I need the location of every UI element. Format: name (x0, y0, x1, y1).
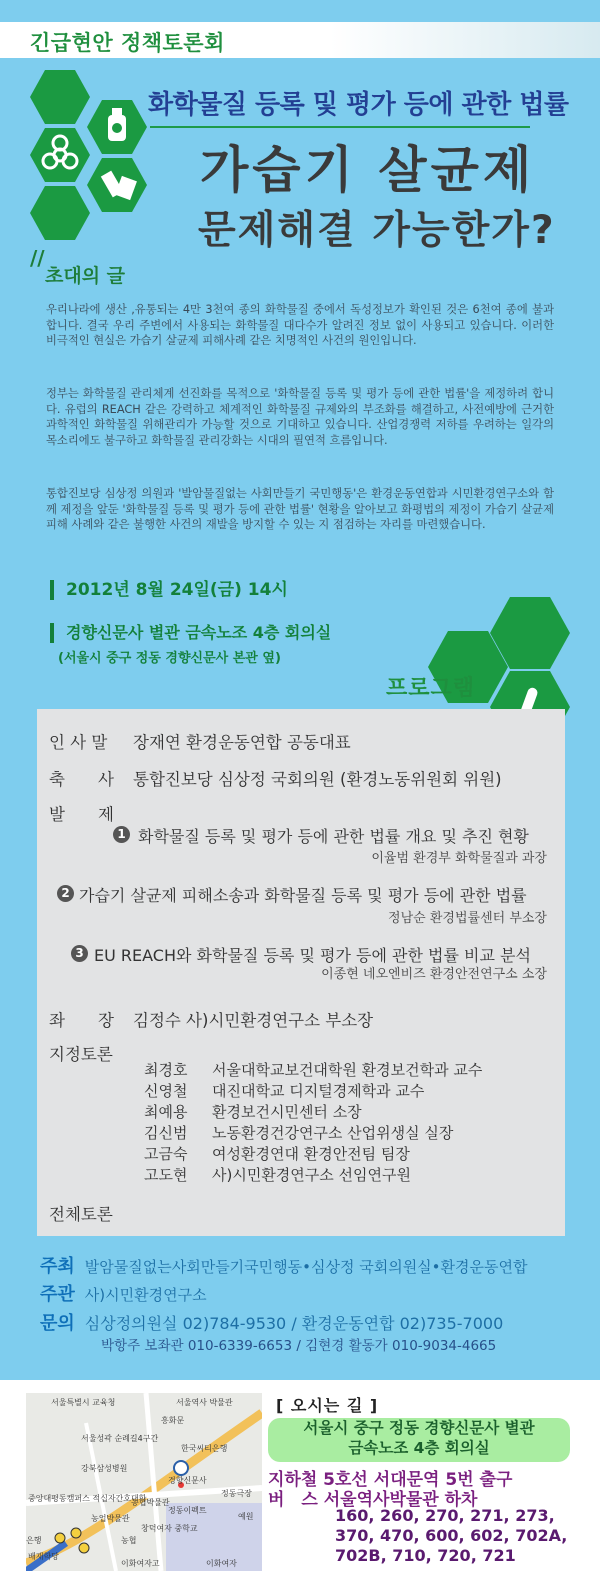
map-label: 은행 (26, 1536, 42, 1545)
invitation-paragraph: 우리나라에 생산 ,유통되는 4만 3천여 종의 화학물질 중에서 독성정보가 확인된 것은 6천여 종에 불과합니다. 결국 우리 주변에서 사용되는 화학물질 대다수가 알려진 정보 없이 사용되고 있습니다. 이러한 비극적인 현실은 가습기 살균제 피해사례 같은 치명적인 사건의 원인입니다. (46, 303, 554, 348)
subway-directions: 지하철 5호선 서대문역 5번 출구 (268, 1470, 513, 1490)
main-title-line2: 문제해결 가능한가? (198, 208, 556, 253)
panelist-affiliation: 여성환경연대 환경안전팀 팀장 (212, 1145, 410, 1163)
panelist-affiliation: 대진대학교 디지털경제학과 교수 (212, 1082, 425, 1100)
greeting-speaker: 장재연 환경운동연합 공동대표 (133, 733, 351, 752)
contact-label: 문의 (40, 1313, 75, 1334)
organizer-label: 주관 (40, 1284, 75, 1305)
map-label: 강북삼성병원 (81, 1464, 128, 1473)
map-label: 이화여자 (206, 1559, 237, 1568)
contact-row (40, 1309, 503, 1335)
invitation-paragraph: 통합진보당 심상정 의원과 '발암물질없는 사회만들기 국민행동'은 환경운동연합과 시민환경연구소와 함께 제정을 앞둔 '화학물질 등록 및 평가 등에 관한 법률' 현황을 알아보고 화평법의 제정이 가습기 살균제 피해 사례와 같은 불행한 사건의 재발을 방지할 수 있는 지 점검하는 자리를 마련했습니다. (46, 487, 554, 532)
panelist-affiliation: 서울대학교보건대학원 환경보건학과 교수 (212, 1061, 483, 1079)
panelist-affiliation: 환경보건시민센터 소장 (212, 1103, 362, 1121)
event-type: 긴급현안 정책토론회 (30, 31, 225, 55)
exit-marker-icon (79, 1543, 89, 1553)
number-badge: 3 (71, 945, 88, 962)
bus-numbers: 160, 260, 270, 271, 273, 370, 470, 600, 602, 702A, 702B, 710, 720, 721 (335, 1506, 568, 1565)
map-label: 정동극장 (221, 1489, 252, 1498)
congrats-speaker: 통합진보당 심상정 국회의원 (환경노동위원회 위원) (133, 770, 502, 789)
greeting-label: 인 사 말 (49, 733, 108, 752)
location-pin-icon (174, 1461, 188, 1475)
panelist-name: 최경호 (144, 1061, 188, 1079)
presentation-title: 화학물질 등록 및 평가 등에 관한 법률 개요 및 추진 현황 (138, 827, 529, 846)
event-venue: 경향신문사 별관 금속노조 4층 회의실 (50, 623, 331, 643)
map-label: 농협 (121, 1536, 137, 1545)
host-label: 주최 (40, 1256, 75, 1277)
number-badge: 1 (113, 826, 130, 843)
map-label: 정동이펙트 (168, 1506, 207, 1515)
map-label: 농협박물관 (131, 1498, 170, 1507)
presentation-speaker: 이종현 네오엔비즈 환경안전연구소 소장 (321, 967, 547, 982)
panelist-name: 고금숙 (144, 1145, 188, 1163)
chair-person: 김정수 사)시민환경연구소 부소장 (133, 1011, 374, 1030)
panelist-name: 고도현 (144, 1166, 188, 1184)
presentation-title: EU REACH와 화학물질 등록 및 평가 등에 관한 법률 비교 분석 (94, 946, 531, 965)
program-heading: 프로그램 (386, 676, 476, 701)
panelist-affiliation: 사)시민환경연구소 선임연구원 (212, 1166, 411, 1184)
hazard-hexagons-illustration (0, 60, 160, 260)
presentation-speaker: 이율범 환경부 화학물질과 과장 (371, 851, 547, 866)
map-label: 창덕여자 중학교 (141, 1524, 198, 1533)
presentation-label: 발 제 (49, 805, 114, 824)
event-datetime: 2012년 8월 24일(금) 14시 (50, 580, 288, 600)
header-bar (0, 22, 600, 58)
address-line2: 금속노조 4층 회의실 (348, 1439, 490, 1457)
map-label: 배재학당 (28, 1552, 59, 1561)
presentation-title: 가습기 살균제 피해소송과 화학물질 등록 및 평가 등에 관한 법률 (79, 886, 527, 905)
hexagon-shape (30, 186, 90, 240)
panelist-name: 최예용 (144, 1103, 188, 1121)
chair-label: 좌 장 (49, 1011, 114, 1030)
directions-heading: [ 오시는 길 ] (276, 1396, 379, 1415)
organizer-value: 사)시민환경연구소 (84, 1286, 207, 1304)
number-badge: 2 (57, 885, 74, 902)
subtitle-underline (150, 126, 530, 128)
map-label: 서울특별시 교육청 (51, 1398, 116, 1407)
program-box (37, 709, 565, 1236)
hexagon-shape (30, 70, 90, 124)
map-graphic (26, 1393, 262, 1571)
invitation-paragraph: 정부는 화학물질 관리체계 선진화를 목적으로 '화학물질 등록 및 평가 등에 관한 법률'을 제정하려 합니다. 유럽의 REACH 같은 강력하고 체계적인 화학물질 규제와의 부조화를 해결하고, 사전예방에 근거한 과학적인 화학물질 위해관리가 가능할 것으로 기대하고 있습니다. 산업경쟁력 저하를 우려하는 일각의 목소리에도 불구하고 화학물질 관리강화는 시대의 필연적 흐름입니다. (46, 387, 554, 447)
exit-marker-icon (55, 1533, 65, 1543)
map-label: 서울역사 박물관 (176, 1398, 233, 1407)
event-venue-detail: (서울시 중구 정동 경향신문사 본관 옆) (58, 651, 281, 666)
contact-secondary: 박항주 보좌관 010-6339-6653 / 김현경 활동가 010-9034-4665 (101, 1338, 497, 1354)
map-label: 흥화문 (161, 1416, 185, 1425)
host-value: 발암물질없는사회만들기국민행동•심상정 국회의원실•환경운동연합 (84, 1258, 528, 1276)
map-label: 한국씨티은행 (181, 1444, 228, 1453)
map-label: 이화여자고 (121, 1559, 160, 1568)
bus-directions: 버 스 서울역사박물관 하차 (268, 1490, 478, 1510)
law-subtitle: 화학물질 등록 및 평가 등에 관한 법률 (148, 90, 569, 120)
map-label: 예원 (238, 1512, 254, 1521)
slash-marks-icon: // (30, 246, 45, 270)
address-box (268, 1418, 570, 1462)
panelist-name: 김신범 (144, 1124, 188, 1142)
congrats-label: 축 사 (49, 770, 114, 789)
presentation-speaker: 정남순 환경법률센터 부소장 (388, 911, 547, 926)
main-title-line1: 가습기 살균제 (200, 141, 536, 199)
exit-marker-icon (71, 1528, 81, 1538)
address-line1: 서울시 중구 정동 경향신문사 별관 (303, 1419, 535, 1437)
discussion-label: 전체토론 (49, 1205, 113, 1224)
panel-label: 지정토론 (49, 1045, 113, 1064)
map-label: 농업박물관 (91, 1514, 130, 1523)
panelist-affiliation: 노동환경건강연구소 산업위생실 실장 (212, 1124, 454, 1142)
contact-value: 심상정의원실 02)784-9530 / 환경운동연합 02)735-7000 (84, 1314, 504, 1333)
host-row (40, 1252, 527, 1278)
invitation-heading: 초대의 글 (45, 265, 126, 287)
panelist-name: 신영철 (144, 1082, 188, 1100)
map-label: 중앙대평동캠퍼스 적십자간호대학 (28, 1494, 147, 1503)
map-label: 서울성곽 순례길4구간 (81, 1434, 159, 1443)
location-map[interactable] (26, 1393, 262, 1571)
map-label: 경향신문사 (168, 1476, 207, 1485)
organizer-row (40, 1280, 207, 1306)
